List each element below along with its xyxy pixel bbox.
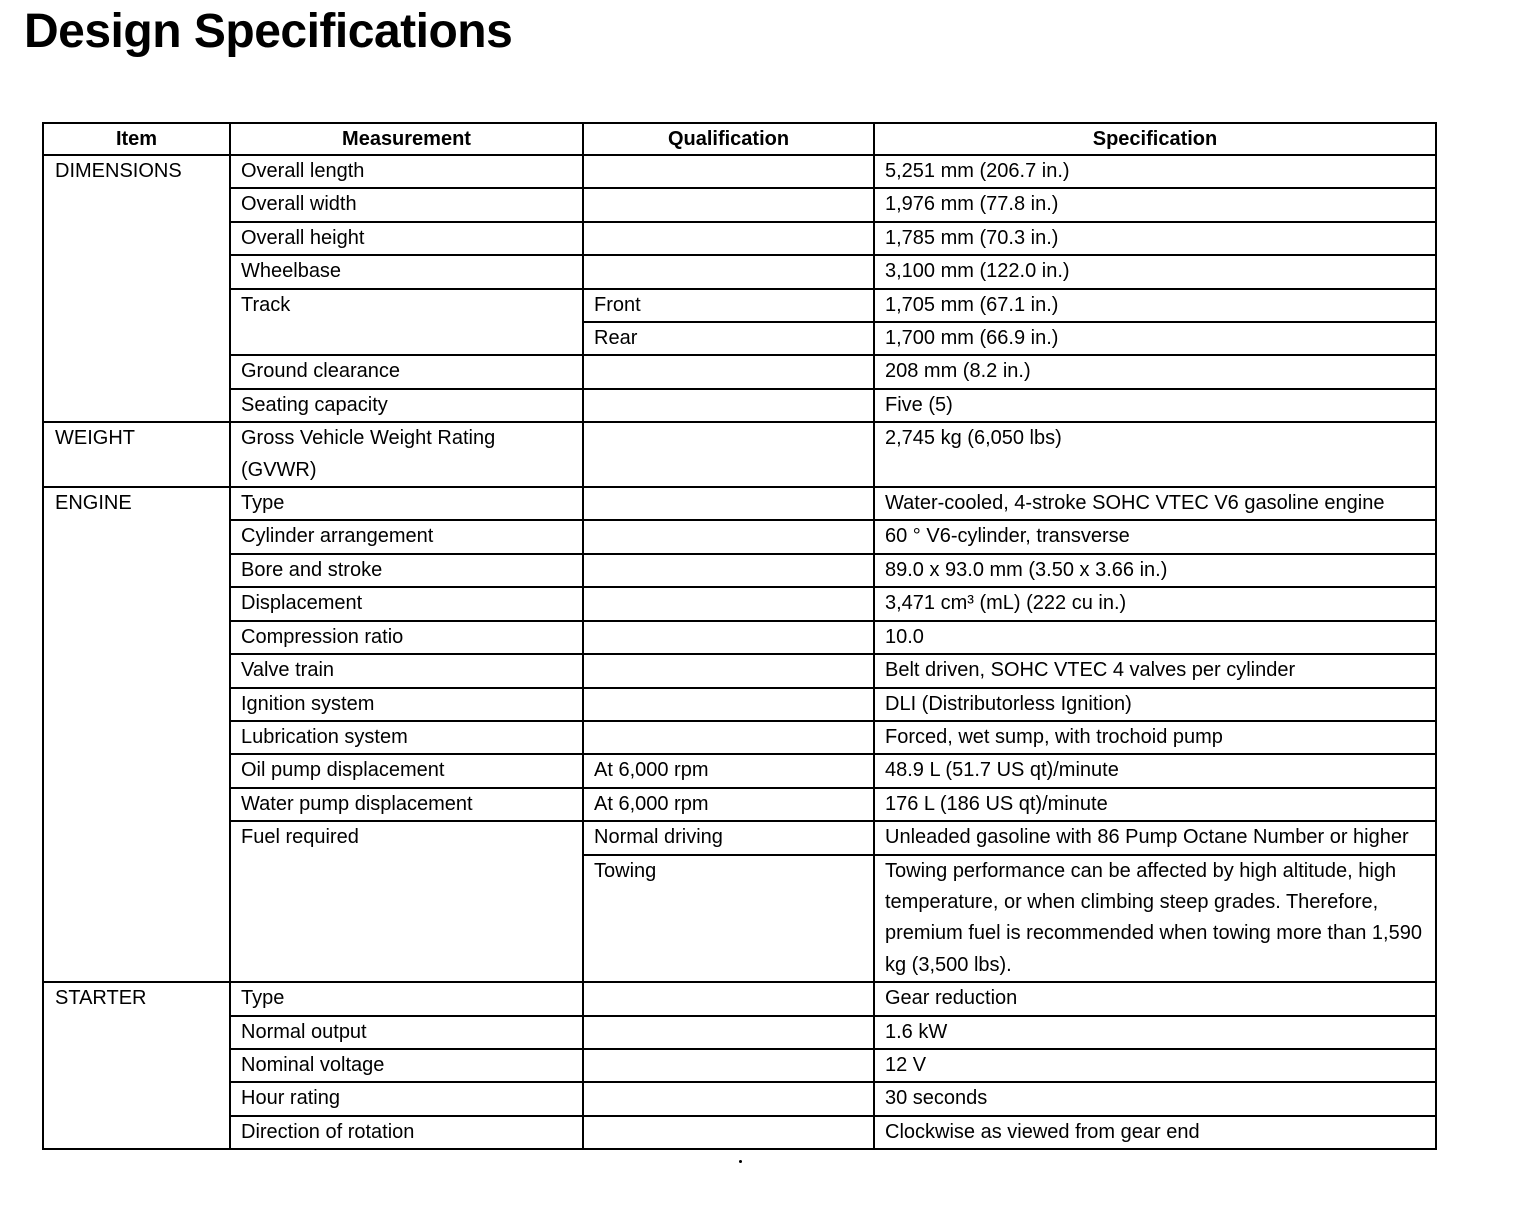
table-row xyxy=(43,255,1436,288)
header-qualification: Qualification xyxy=(583,123,874,155)
specification-cell: 1,785 mm (70.3 in.) xyxy=(874,222,1436,255)
table-row xyxy=(43,1049,1436,1082)
qualification-cell xyxy=(583,1016,874,1049)
specification-cell: 1,705 mm (67.1 in.) xyxy=(874,289,1436,322)
table-row xyxy=(43,754,1436,787)
specification-cell: Unleaded gasoline with 86 Pump Octane Number or higher xyxy=(874,821,1436,854)
scan-speck xyxy=(739,1160,742,1163)
specification-cell: DLI (Distributorless Ignition) xyxy=(874,688,1436,721)
table-row xyxy=(43,487,1436,520)
measurement-cell: Wheelbase xyxy=(230,255,583,288)
measurement-cell: Lubrication system xyxy=(230,721,583,754)
measurement-cell: Seating capacity xyxy=(230,389,583,422)
measurement-cell: Valve train xyxy=(230,654,583,687)
table-row xyxy=(43,222,1436,255)
spec-body xyxy=(43,155,1436,1149)
specification-cell: 12 V xyxy=(874,1049,1436,1082)
qualification-cell: Towing xyxy=(583,855,874,983)
table-row xyxy=(43,554,1436,587)
item-cell: STARTER xyxy=(43,982,230,1149)
item-cell: ENGINE xyxy=(43,487,230,982)
qualification-cell xyxy=(583,688,874,721)
specification-cell: 3,471 cm³ (mL) (222 cu in.) xyxy=(874,587,1436,620)
specification-cell: Five (5) xyxy=(874,389,1436,422)
qualification-cell xyxy=(583,422,874,487)
measurement-cell: Displacement xyxy=(230,587,583,620)
table-row xyxy=(43,289,1436,322)
measurement-cell: Direction of rotation xyxy=(230,1116,583,1149)
table-row xyxy=(43,355,1436,388)
table-row xyxy=(43,982,1436,1015)
table-row xyxy=(43,520,1436,553)
specification-cell: 208 mm (8.2 in.) xyxy=(874,355,1436,388)
measurement-cell: Hour rating xyxy=(230,1082,583,1115)
qualification-cell xyxy=(583,389,874,422)
measurement-cell: Track xyxy=(230,289,583,356)
measurement-cell: Cylinder arrangement xyxy=(230,520,583,553)
specification-cell: 1,700 mm (66.9 in.) xyxy=(874,322,1436,355)
qualification-cell: Rear xyxy=(583,322,874,355)
header-specification: Specification xyxy=(874,123,1436,155)
table-row xyxy=(43,422,1436,487)
table-row xyxy=(43,788,1436,821)
measurement-cell: Normal output xyxy=(230,1016,583,1049)
specification-cell: Water-cooled, 4-stroke SOHC VTEC V6 gasoline engine xyxy=(874,487,1436,520)
qualification-cell xyxy=(583,1049,874,1082)
measurement-cell: Water pump displacement xyxy=(230,788,583,821)
qualification-cell xyxy=(583,1116,874,1149)
specification-cell: 3,100 mm (122.0 in.) xyxy=(874,255,1436,288)
qualification-cell xyxy=(583,554,874,587)
specification-cell: Forced, wet sump, with trochoid pump xyxy=(874,721,1436,754)
table-row xyxy=(43,188,1436,221)
table-row xyxy=(43,1016,1436,1049)
qualification-cell xyxy=(583,982,874,1015)
measurement-cell: Oil pump displacement xyxy=(230,754,583,787)
specification-cell: 2,745 kg (6,050 lbs) xyxy=(874,422,1436,487)
specification-cell: 1,976 mm (77.8 in.) xyxy=(874,188,1436,221)
measurement-cell: Nominal voltage xyxy=(230,1049,583,1082)
qualification-cell: At 6,000 rpm xyxy=(583,754,874,787)
specification-cell: Belt driven, SOHC VTEC 4 valves per cylinder xyxy=(874,654,1436,687)
table-row xyxy=(43,1082,1436,1115)
table-row xyxy=(43,1116,1436,1149)
measurement-cell: Type xyxy=(230,982,583,1015)
qualification-cell xyxy=(583,255,874,288)
page-title: Design Specifications xyxy=(24,5,513,58)
table-row xyxy=(43,587,1436,620)
item-cell: DIMENSIONS xyxy=(43,155,230,422)
qualification-cell xyxy=(583,188,874,221)
header-row xyxy=(43,123,1436,155)
qualification-cell xyxy=(583,654,874,687)
qualification-cell xyxy=(583,1082,874,1115)
table-row xyxy=(43,821,1436,854)
specification-cell: 1.6 kW xyxy=(874,1016,1436,1049)
qualification-cell xyxy=(583,587,874,620)
qualification-cell xyxy=(583,520,874,553)
table-row xyxy=(43,654,1436,687)
measurement-cell: Ignition system xyxy=(230,688,583,721)
qualification-cell xyxy=(583,721,874,754)
header-item: Item xyxy=(43,123,230,155)
measurement-cell: Fuel required xyxy=(230,821,583,982)
spec-table xyxy=(42,122,1437,1150)
table-row xyxy=(43,155,1436,188)
qualification-cell: Normal driving xyxy=(583,821,874,854)
measurement-cell: Ground clearance xyxy=(230,355,583,388)
measurement-cell: Type xyxy=(230,487,583,520)
qualification-cell: At 6,000 rpm xyxy=(583,788,874,821)
specification-cell: 48.9 L (51.7 US qt)/minute xyxy=(874,754,1436,787)
table-row xyxy=(43,389,1436,422)
measurement-cell: Overall height xyxy=(230,222,583,255)
table-row xyxy=(43,721,1436,754)
specification-cell: 10.0 xyxy=(874,621,1436,654)
specification-cell: 89.0 x 93.0 mm (3.50 x 3.66 in.) xyxy=(874,554,1436,587)
header-measurement: Measurement xyxy=(230,123,583,155)
specification-cell: Gear reduction xyxy=(874,982,1436,1015)
specification-cell: 30 seconds xyxy=(874,1082,1436,1115)
qualification-cell xyxy=(583,222,874,255)
measurement-cell: Bore and stroke xyxy=(230,554,583,587)
table-row xyxy=(43,688,1436,721)
qualification-cell xyxy=(583,621,874,654)
specification-cell: 60 ° V6-cylinder, transverse xyxy=(874,520,1436,553)
specification-cell: Clockwise as viewed from gear end xyxy=(874,1116,1436,1149)
specification-cell: Towing performance can be affected by high altitude, high temperature, or when climbing steep grades. Therefore, premium fuel is recommended when towing more than 1,590 kg (3,500 lbs). xyxy=(874,855,1436,983)
qualification-cell xyxy=(583,355,874,388)
item-cell: WEIGHT xyxy=(43,422,230,487)
qualification-cell: Front xyxy=(583,289,874,322)
measurement-cell: Gross Vehicle Weight Rating (GVWR) xyxy=(230,422,583,487)
table-row xyxy=(43,621,1436,654)
specification-cell: 5,251 mm (206.7 in.) xyxy=(874,155,1436,188)
measurement-cell: Overall width xyxy=(230,188,583,221)
measurement-cell: Overall length xyxy=(230,155,583,188)
specification-cell: 176 L (186 US qt)/minute xyxy=(874,788,1436,821)
qualification-cell xyxy=(583,487,874,520)
measurement-cell: Compression ratio xyxy=(230,621,583,654)
qualification-cell xyxy=(583,155,874,188)
